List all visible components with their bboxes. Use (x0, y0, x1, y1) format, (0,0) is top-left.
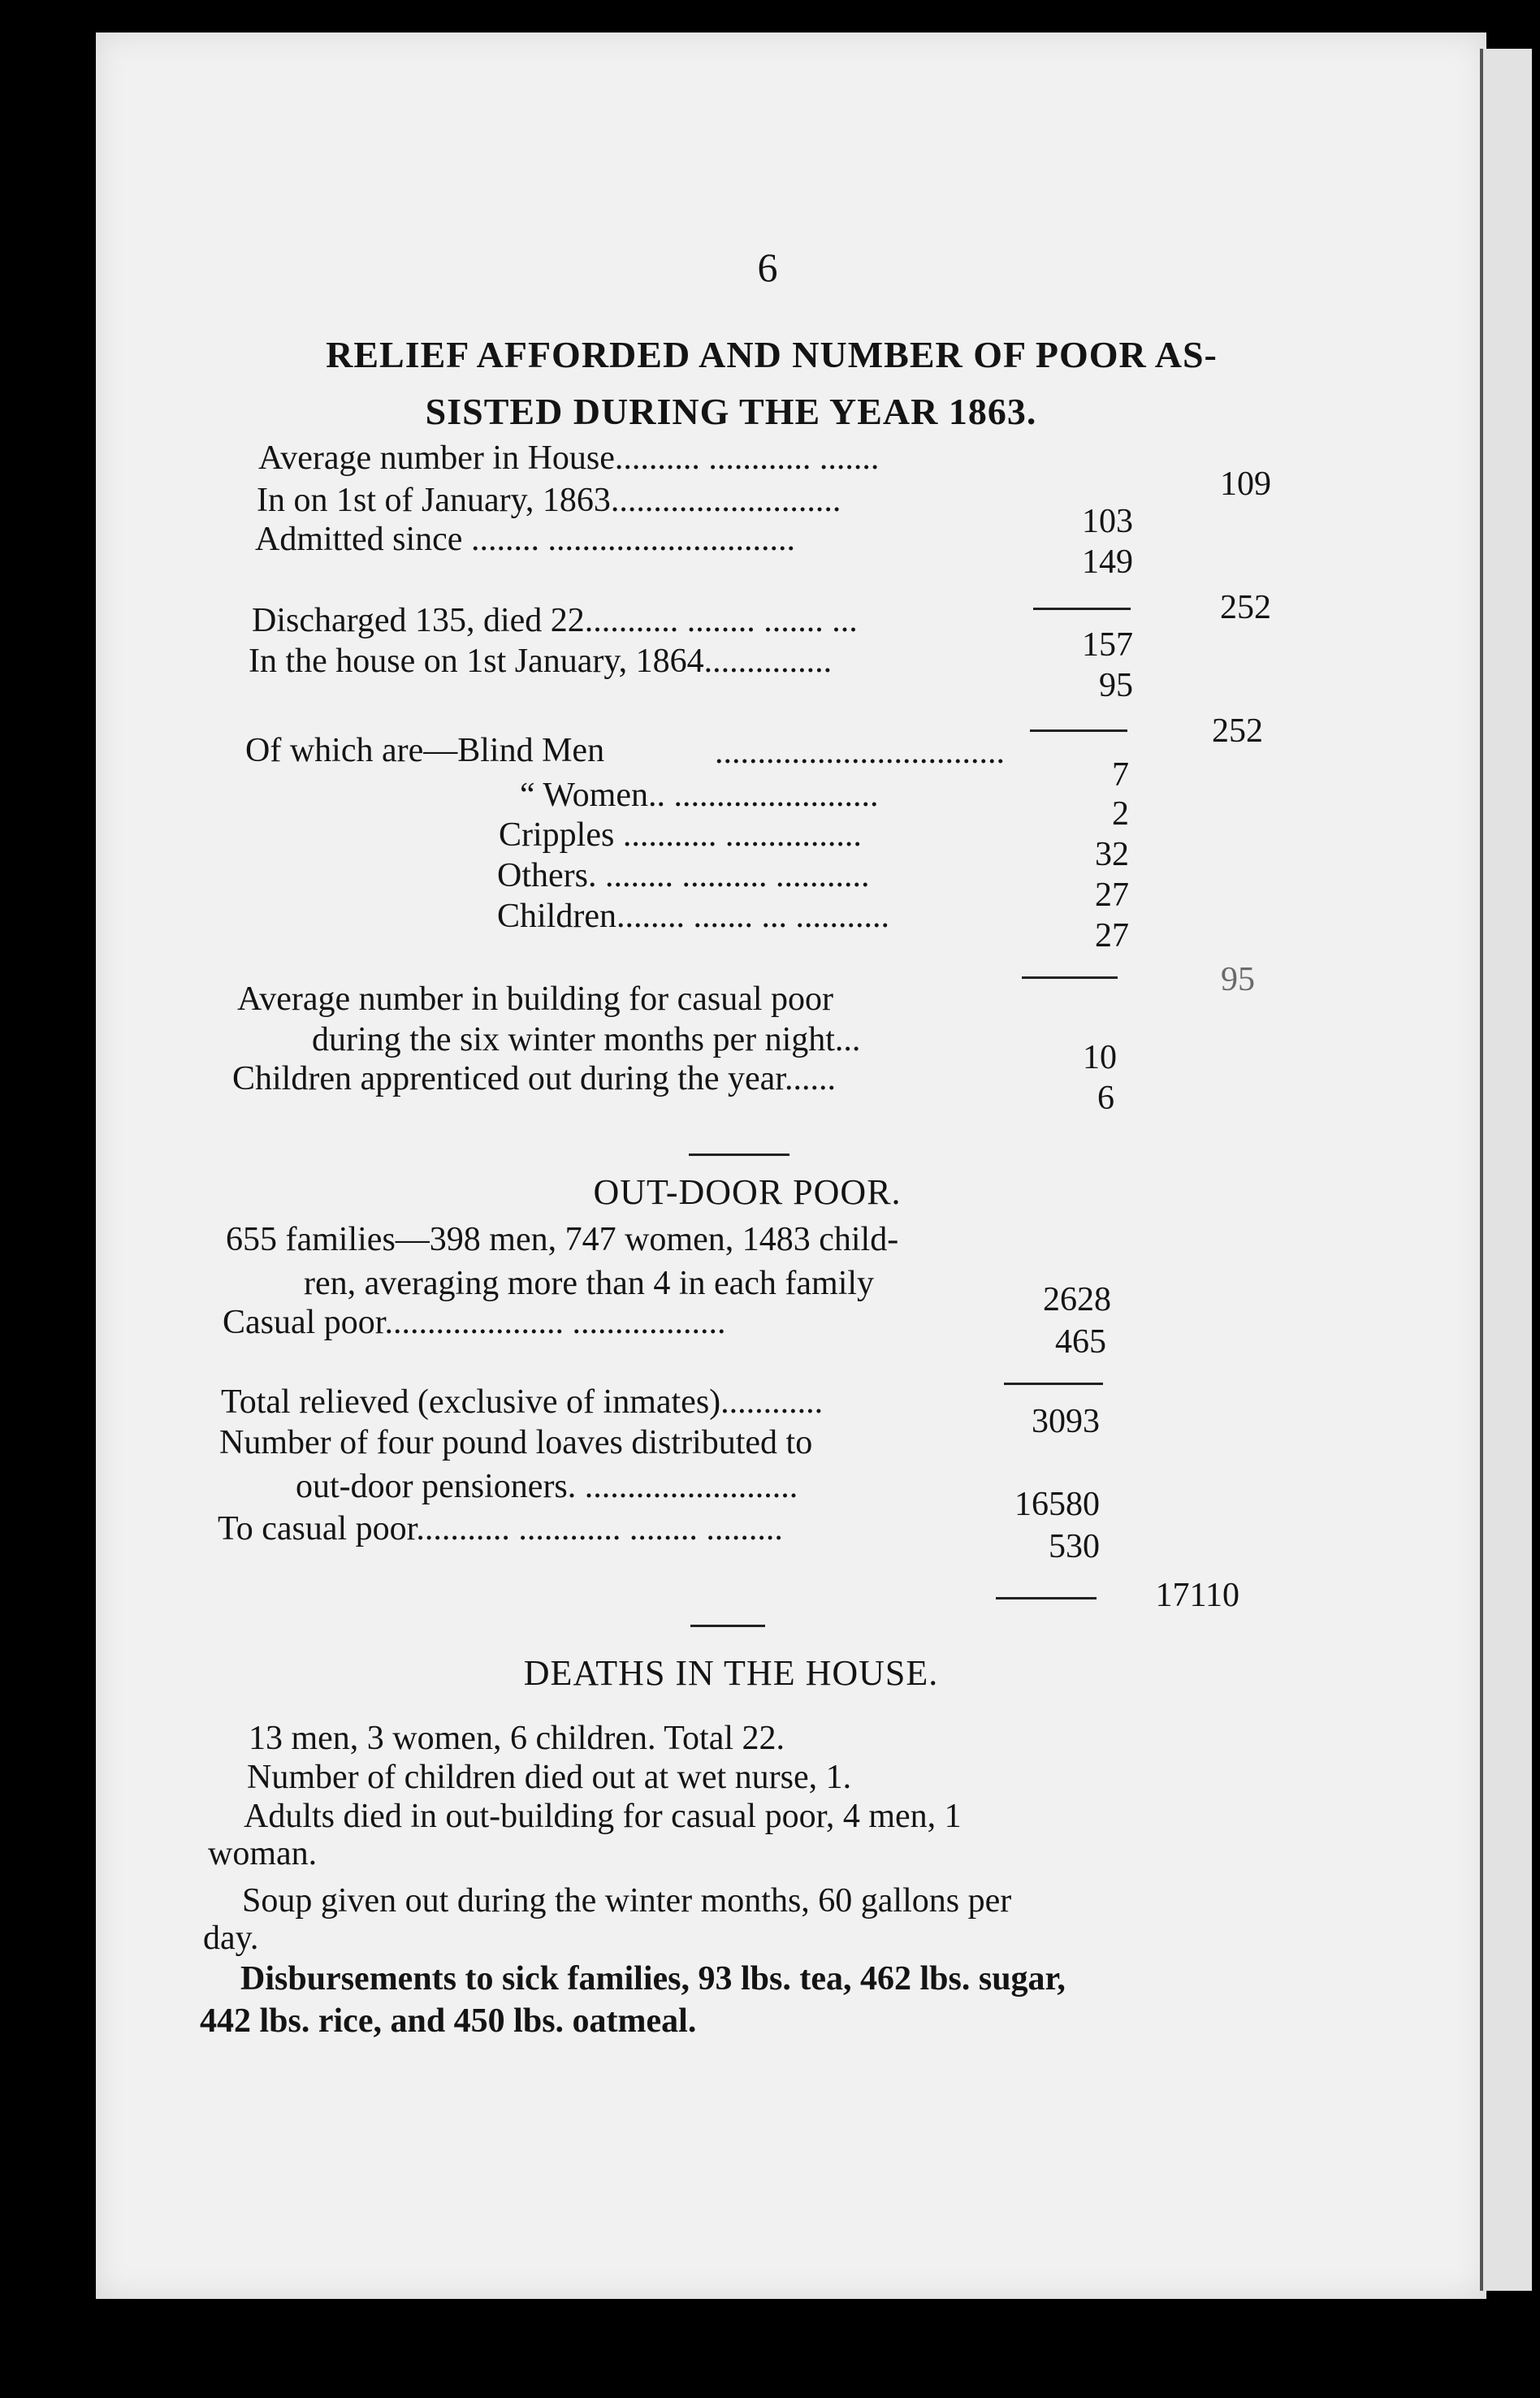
of-which-blind-men-dots: .................................. (715, 734, 1005, 771)
rule-subtotal-1 (1033, 608, 1131, 610)
row-jan1863-value: 103 (1082, 503, 1133, 540)
casual-building-line2: during the six winter months per night... (312, 1021, 861, 1058)
of-which-cripples-label: Cripples ........... ................ (499, 816, 862, 854)
outdoor-families-line1: 655 families—398 men, 747 women, 1483 child- (226, 1221, 899, 1258)
relief-title-line2: SISTED DURING THE YEAR 1863. (425, 391, 1037, 432)
apprenticed-label: Children apprenticed out during the year...... (232, 1060, 836, 1097)
row-subtotal-252b: 252 (1212, 712, 1263, 750)
of-which-blind-men-value: 7 (1112, 756, 1129, 794)
outdoor-total-label: Total relieved (exclusive of inmates)............ (221, 1383, 824, 1421)
apprenticed-value: 6 (1097, 1080, 1114, 1117)
of-which-children-value: 27 (1095, 917, 1129, 954)
deaths-line4b: day. (203, 1920, 259, 1957)
row-subtotal-252a: 252 (1220, 589, 1271, 626)
outdoor-families-line2: ren, averaging more than 4 in each family (304, 1265, 875, 1302)
outdoor-casual-label: Casual poor..................... .................. (223, 1304, 726, 1341)
of-which-intro: Of which are—Blind Men (245, 732, 605, 769)
outdoor-title: OUT-DOOR POOR. (593, 1172, 902, 1212)
deaths-line1: 13 men, 3 women, 6 children. Total 22. (249, 1720, 785, 1757)
outdoor-families-value: 2628 (1043, 1281, 1111, 1318)
deaths-line3a: Adults died in out-building for casual poor, 4 men, 1 (244, 1798, 962, 1835)
deaths-line2: Number of children died out at wet nurse, 1. (247, 1759, 852, 1796)
row-admitted-label: Admitted since ........ ............................. (255, 521, 795, 558)
of-which-women-label: “ Women.. ........................ (520, 777, 879, 814)
deaths-line5a: Disbursements to sick families, 93 lbs. tea, 462 lbs. sugar, (240, 1960, 1066, 1998)
rule-grand-total (996, 1597, 1097, 1599)
casual-building-line1: Average number in building for casual poor (237, 980, 833, 1018)
of-which-cripples-value: 32 (1095, 836, 1129, 873)
section-separator-2 (690, 1625, 765, 1627)
outdoor-casual-value: 465 (1055, 1323, 1106, 1361)
deaths-line5b: 442 lbs. rice, and 450 lbs. oatmeal. (200, 2002, 697, 2040)
section-separator-1 (689, 1154, 789, 1156)
of-which-total: 95 (1221, 961, 1255, 998)
row-jan1863-label: In on 1st of January, 1863........................... (257, 482, 841, 519)
row-average-total: 109 (1220, 465, 1271, 503)
row-discharged-label: Discharged 135, died 22........... ........ ....... ... (252, 602, 858, 639)
grand-total-value: 17110 (1155, 1577, 1239, 1614)
loaves-value: 16580 (1014, 1486, 1100, 1523)
deaths-title: DEATHS IN THE HOUSE. (523, 1653, 939, 1693)
of-which-children-label: Children........ ....... ... ........... (497, 898, 889, 935)
of-which-others-value: 27 (1095, 877, 1129, 914)
row-average-label: Average number in House.......... ............ ....... (258, 439, 880, 477)
row-admitted-value: 149 (1082, 543, 1133, 581)
rule-subtotal-2 (1030, 729, 1127, 732)
of-which-women-value: 2 (1112, 795, 1129, 833)
deaths-line4a: Soup given out during the winter months, 60 gallons per (242, 1882, 1012, 1920)
relief-title-line1: RELIEF AFFORDED AND NUMBER OF POOR AS- (326, 334, 1218, 375)
loaves-line1: Number of four pound loaves distributed to (219, 1424, 813, 1461)
deaths-line3b: woman. (208, 1835, 318, 1872)
to-casual-value: 530 (1049, 1528, 1100, 1565)
to-casual-label: To casual poor........... ............ ........ ......... (218, 1510, 783, 1547)
row-discharged-value: 157 (1082, 626, 1133, 664)
rule-outdoor-total (1004, 1383, 1103, 1385)
adjacent-page-edge (1483, 49, 1532, 2291)
of-which-others-label: Others. ........ .......... ........... (497, 857, 870, 894)
outdoor-total-value: 3093 (1032, 1403, 1100, 1440)
row-jan1864-label: In the house on 1st January, 1864............... (249, 643, 833, 680)
casual-building-value: 10 (1083, 1039, 1117, 1076)
page-number: 6 (757, 245, 778, 290)
rule-subtotal-3 (1022, 976, 1118, 979)
row-jan1864-value: 95 (1099, 667, 1133, 704)
loaves-line2: out-door pensioners. ......................... (296, 1468, 798, 1505)
